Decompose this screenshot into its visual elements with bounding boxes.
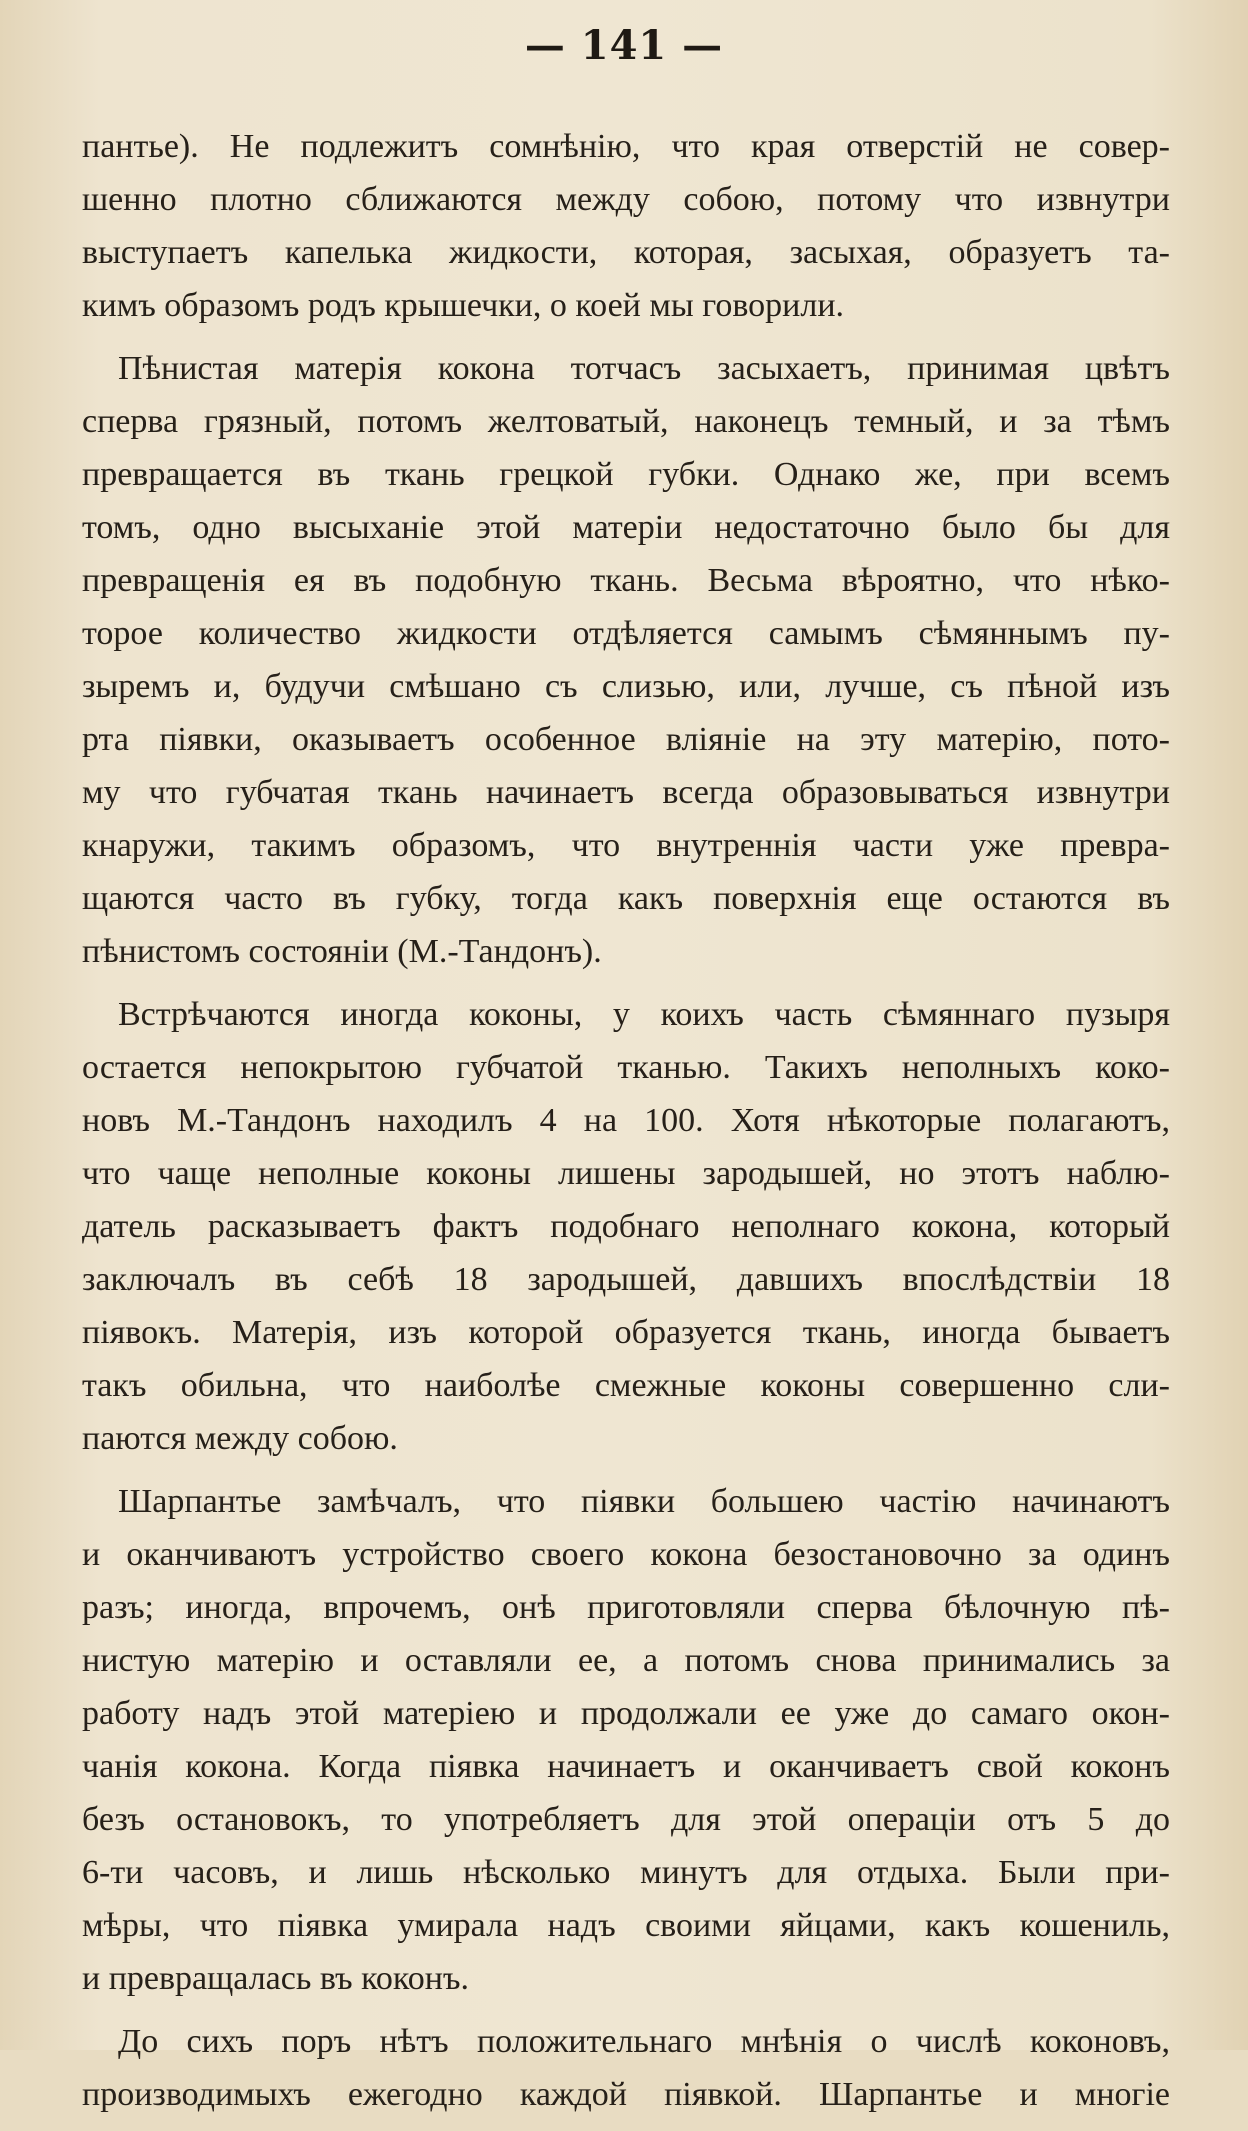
text-line: рта піявки, оказываетъ особенное вліяніе на эту матерію, пото- — [82, 721, 1170, 758]
text-line: и превращалась въ коконъ. — [82, 1960, 469, 1997]
paragraph — [82, 2015, 1170, 2121]
text-line: датель расказываетъ фактъ подобнаго неполнаго кокона, который — [82, 1208, 1170, 1245]
text-line: піявокъ. Матерія, изъ которой образуется ткань, иногда бываетъ — [82, 1314, 1170, 1351]
text-line: мѣры, что піявка умирала надъ своими яйцами, какъ кошениль, — [82, 1907, 1170, 1944]
text-line: томъ, одно высыханіе этой матеріи недостаточно было бы для — [82, 509, 1170, 546]
paragraph — [82, 120, 1170, 332]
text-line: кимъ образомъ родъ крышечки, о коей мы говорили. — [82, 287, 845, 324]
text-line: производимыхъ ежегодно каждой піявкой. Шарпантье и многіе — [82, 2076, 1170, 2113]
text-line: остается непокрытою губчатой тканью. Такихъ неполныхъ коко- — [82, 1049, 1170, 1086]
text-line: щаются часто въ губку, тогда какъ поверхнія еще остаются въ — [82, 880, 1170, 917]
text-line: Шарпантье замѣчалъ, что піявки большею частію начинаютъ — [118, 1483, 1170, 1520]
text-line: сперва грязный, потомъ желтоватый, наконецъ темный, и за тѣмъ — [82, 403, 1170, 440]
text-line: пѣнистомъ состояніи (М.-Тандонъ). — [82, 933, 602, 970]
text-line: торое количество жидкости отдѣляется самымъ сѣмяннымъ пу- — [82, 615, 1170, 652]
text-line: такъ обильна, что наиболѣе смежные коконы совершенно сли- — [82, 1367, 1170, 1404]
page-number: — 141 — — [524, 22, 724, 69]
text-line: выступаетъ капелька жидкости, которая, засыхая, образуетъ та- — [82, 234, 1170, 271]
paragraph — [82, 342, 1170, 978]
text-line: Встрѣчаются иногда коконы, у коихъ часть сѣмяннаго пузыря — [118, 996, 1170, 1033]
text-line: паются между собою. — [82, 1420, 398, 1457]
text-line: разъ; иногда, впрочемъ, онѣ приготовляли сперва бѣлочную пѣ- — [82, 1589, 1170, 1626]
text-line: До сихъ поръ нѣтъ положительнаго мнѣнія о числѣ коконовъ, — [118, 2023, 1170, 2060]
text-line: превращенія ея въ подобную ткань. Весьма вѣроятно, что нѣко- — [82, 562, 1170, 599]
text-line: работу надъ этой матеріею и продолжали ее уже до самаго окон- — [82, 1695, 1170, 1732]
text-line: нистую матерію и оставляли ее, а потомъ снова принимались за — [82, 1642, 1170, 1679]
text-line: заключалъ въ себѣ 18 зародышей, давшихъ впослѣдствіи 18 — [82, 1261, 1170, 1298]
text-line: новъ М.-Тандонъ находилъ 4 на 100. Хотя нѣкоторые полагаютъ, — [82, 1102, 1170, 1139]
paragraph — [82, 1475, 1170, 2005]
text-line: кнаружи, такимъ образомъ, что внутреннія части уже превра- — [82, 827, 1170, 864]
text-line: Пѣнистая матерія кокона тотчасъ засыхаетъ, принимая цвѣтъ — [118, 350, 1170, 387]
text-line: 6-ти часовъ, и лишь нѣсколько минутъ для отдыха. Были при- — [82, 1854, 1170, 1891]
text-line: что чаще неполные коконы лишены зародышей, но этотъ наблю- — [82, 1155, 1170, 1192]
text-line: шенно плотно сближаются между собою, потому что извнутри — [82, 181, 1170, 218]
text-body — [82, 120, 1170, 2131]
text-line: превращается въ ткань грецкой губки. Однако же, при всемъ — [82, 456, 1170, 493]
text-line: зыремъ и, будучи смѣшано съ слизью, или, лучше, съ пѣной изъ — [82, 668, 1170, 705]
text-line: пантье). Не подлежитъ сомнѣнію, что края отверстій не совер- — [82, 128, 1170, 165]
paragraph — [82, 988, 1170, 1465]
text-line: чанія кокона. Когда піявка начинаетъ и оканчиваетъ свой коконъ — [82, 1748, 1170, 1785]
text-line: безъ остановокъ, то употребляетъ для этой операціи отъ 5 до — [82, 1801, 1170, 1838]
text-line: и оканчиваютъ устройство своего кокона безостановочно за одинъ — [82, 1536, 1170, 1573]
text-line: му что губчатая ткань начинаетъ всегда образовываться извнутри — [82, 774, 1170, 811]
